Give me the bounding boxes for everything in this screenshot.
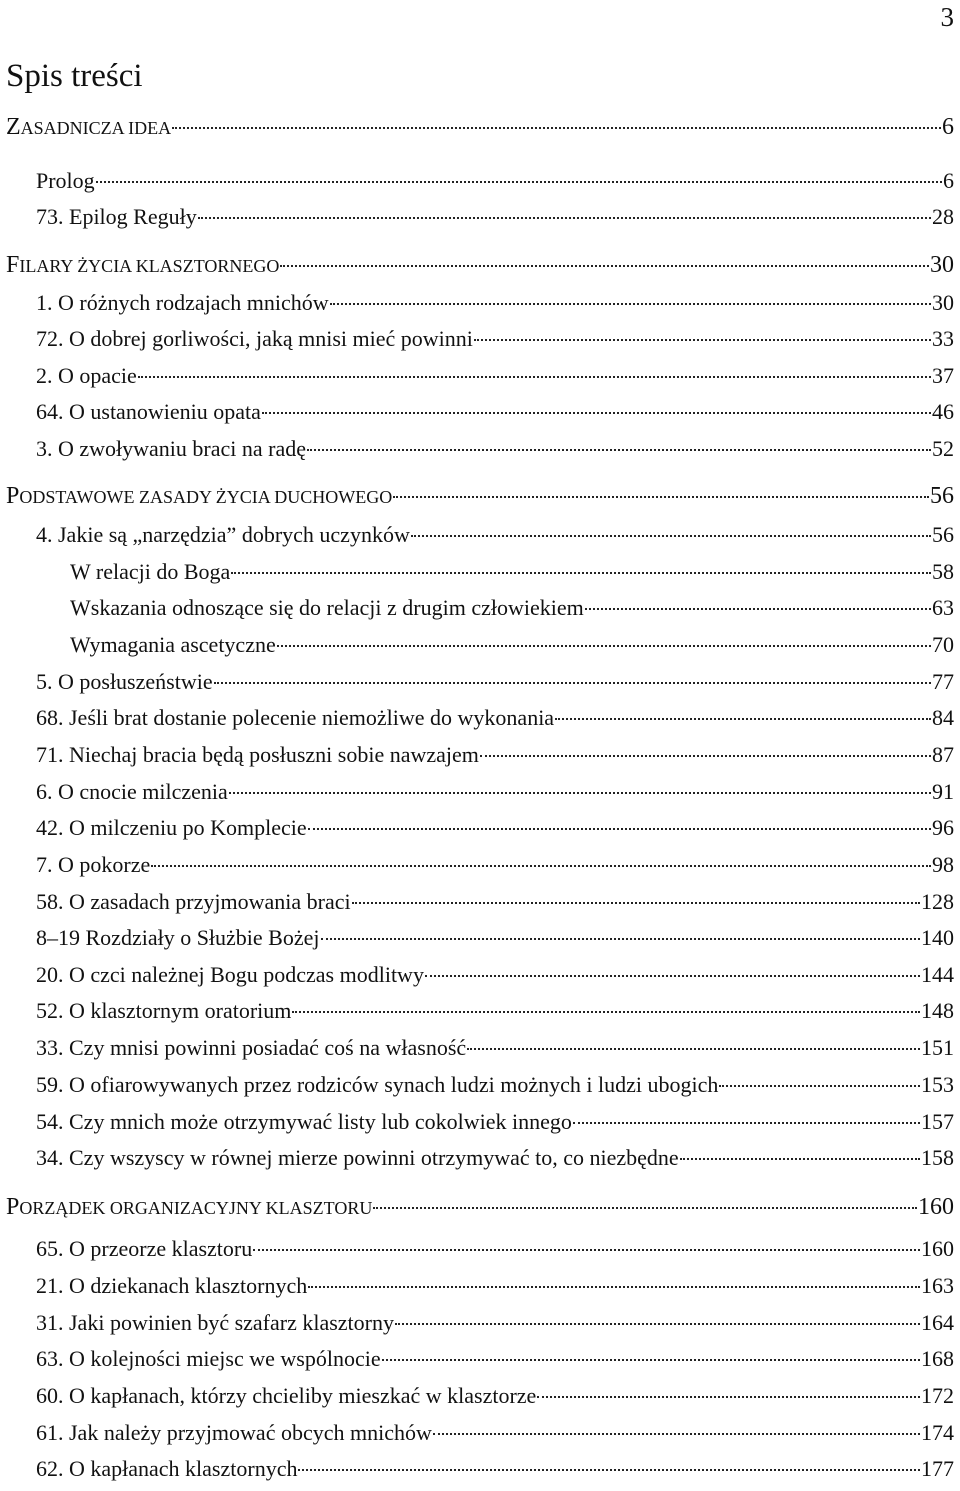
toc-entry-label: 65. O przeorze klasztoru xyxy=(36,1236,253,1261)
toc-entry[interactable] xyxy=(36,436,954,462)
toc-page-number: 140 xyxy=(921,925,954,950)
toc-page-number: 30 xyxy=(932,290,954,315)
toc-entry-label: 73. Epilog Reguły xyxy=(36,204,197,229)
toc-page-number: 37 xyxy=(932,363,954,388)
toc-entry-label: 58. O zasadach przyjmowania braci xyxy=(36,889,351,914)
toc-page-number: 164 xyxy=(921,1310,954,1335)
dot-leader xyxy=(680,1158,920,1160)
toc-entry-label: 62. O kapłanach klasztornych xyxy=(36,1456,298,1481)
toc-entry[interactable] xyxy=(70,595,954,621)
toc-entry-label: 3. O zwoływaniu braci na radę xyxy=(36,436,307,461)
toc-section-entry[interactable] xyxy=(6,483,954,510)
toc-section-initial: P xyxy=(6,1194,20,1220)
dot-leader xyxy=(172,127,941,129)
toc-entry[interactable] xyxy=(36,1109,954,1135)
toc-entry-label xyxy=(6,1194,372,1221)
toc-entry[interactable] xyxy=(36,1273,954,1299)
dot-leader xyxy=(277,645,931,647)
toc-page-number: 56 xyxy=(930,483,954,509)
toc-page-number: 6 xyxy=(943,168,954,193)
toc-entry-label: 21. O dziekanach klasztornych xyxy=(36,1273,308,1298)
dot-leader xyxy=(214,682,931,684)
dot-leader xyxy=(382,1359,920,1361)
dot-leader xyxy=(585,608,931,610)
dot-leader xyxy=(480,755,931,757)
toc-entry[interactable] xyxy=(36,1236,954,1262)
dot-leader xyxy=(151,865,931,867)
dot-leader xyxy=(555,718,931,720)
toc-page-number: 6 xyxy=(942,114,954,140)
dot-leader xyxy=(292,1011,920,1013)
toc-entry[interactable] xyxy=(36,290,954,316)
toc-entry[interactable] xyxy=(36,1383,954,1409)
toc-entry[interactable] xyxy=(36,1035,954,1061)
toc-page-number: 98 xyxy=(932,852,954,877)
toc-entry-label: 52. O klasztornym oratorium xyxy=(36,998,292,1023)
dot-leader xyxy=(433,1433,920,1435)
toc-entry[interactable] xyxy=(36,962,954,988)
toc-entry-label: Wymagania ascetyczne xyxy=(70,632,276,657)
toc-section-initial: F xyxy=(6,252,20,278)
toc-entry[interactable] xyxy=(36,1145,954,1171)
dot-leader xyxy=(253,1249,920,1251)
toc-entry[interactable] xyxy=(36,1310,954,1336)
toc-section-title-rest: ORZĄDEK ORGANIZACYJNY KLASZTORU xyxy=(19,1198,373,1218)
toc-page-number: 172 xyxy=(921,1383,954,1408)
toc-entry[interactable] xyxy=(36,669,954,695)
toc-page-number: 70 xyxy=(932,632,954,657)
dot-leader xyxy=(308,1286,920,1288)
toc-page-number: 58 xyxy=(932,559,954,584)
toc-entry-label: 5. O posłuszeństwie xyxy=(36,669,213,694)
toc-page-number: 77 xyxy=(932,669,954,694)
toc-entry[interactable] xyxy=(70,632,954,658)
toc-page-number: 91 xyxy=(932,779,954,804)
toc-entry-label: 6. O cnocie milczenia xyxy=(36,779,228,804)
toc-entry[interactable] xyxy=(36,742,954,768)
dot-leader xyxy=(330,303,931,305)
toc-entry[interactable] xyxy=(36,168,954,194)
toc-entry-label: W relacji do Boga xyxy=(70,559,231,584)
toc-entry-label xyxy=(6,483,392,510)
toc-page-number: 33 xyxy=(932,326,954,351)
toc-title: Spis treści xyxy=(6,58,143,94)
toc-entry[interactable] xyxy=(36,998,954,1024)
dot-leader xyxy=(198,217,931,219)
toc-page-number: 63 xyxy=(932,595,954,620)
toc-entry-label: 61. Jak należy przyjmować obcych mnichów xyxy=(36,1420,432,1445)
toc-entry-label: 2. O opacie xyxy=(36,363,137,388)
toc-page-number: 153 xyxy=(921,1072,954,1097)
toc-entry[interactable] xyxy=(36,1420,954,1446)
toc-page-number: 177 xyxy=(921,1456,954,1481)
toc-page-number: 52 xyxy=(932,436,954,461)
dot-leader xyxy=(229,792,931,794)
toc-entry-label: 33. Czy mnisi powinni posiadać coś na własność xyxy=(36,1035,467,1060)
dot-leader xyxy=(467,1048,920,1050)
toc-entry[interactable] xyxy=(36,1072,954,1098)
toc-page-number: 96 xyxy=(932,815,954,840)
dot-leader xyxy=(307,449,931,451)
toc-page-number: 56 xyxy=(932,522,954,547)
dot-leader xyxy=(411,535,931,537)
dot-leader xyxy=(393,496,929,498)
toc-entry[interactable] xyxy=(36,1346,954,1372)
toc-entry-label: 60. O kapłanach, którzy chcieliby mieszkać w klasztorze xyxy=(36,1383,537,1408)
dot-leader xyxy=(308,828,931,830)
toc-page-number: 151 xyxy=(921,1035,954,1060)
toc-entry-label: 20. O czci należnej Bogu podczas modlitwy xyxy=(36,962,424,987)
toc-entry-label: 4. Jakie są „narzędzia” dobrych uczynków xyxy=(36,522,410,547)
toc-page-number: 160 xyxy=(921,1236,954,1261)
toc-section-entry[interactable] xyxy=(6,252,954,279)
dot-leader xyxy=(573,1122,920,1124)
toc-page-number: 148 xyxy=(921,998,954,1023)
toc-section-title-rest: ILARY ŻYCIA KLASZTORNEGO xyxy=(19,256,280,276)
dot-leader xyxy=(138,376,931,378)
dot-leader xyxy=(298,1469,920,1471)
toc-section-title-rest: ODSTAWOWE ZASADY ŻYCIA DUCHOWEGO xyxy=(19,487,393,507)
toc-entry[interactable] xyxy=(36,779,954,805)
toc-entry-label: 1. O różnych rodzajach mnichów xyxy=(36,290,329,315)
toc-section-initial: Z xyxy=(6,114,21,140)
toc-page-number: 46 xyxy=(932,399,954,424)
toc-entry-label: 72. O dobrej gorliwości, jaką mnisi mieć powinni xyxy=(36,326,473,351)
toc-entry-label: 7. O pokorze xyxy=(36,852,151,877)
toc-section-initial: P xyxy=(6,483,20,509)
toc-entry-label: 68. Jeśli brat dostanie polecenie niemożliwe do wykonania xyxy=(36,705,555,730)
toc-entry-label: 71. Niechaj bracia będą posłuszni sobie nawzajem xyxy=(36,742,479,767)
toc-page-number: 128 xyxy=(921,889,954,914)
toc-page-number: 168 xyxy=(921,1346,954,1371)
toc-page-number: 28 xyxy=(932,204,954,229)
page-number: 3 xyxy=(940,2,954,32)
toc-page-number: 157 xyxy=(921,1109,954,1134)
toc-entry[interactable] xyxy=(36,326,954,352)
toc-entry-label: 64. O ustanowieniu opata xyxy=(36,399,261,424)
toc-page-number: 84 xyxy=(932,705,954,730)
toc-entry[interactable] xyxy=(36,889,954,915)
toc-entry-label xyxy=(6,252,279,279)
toc-entry-label: 42. O milczeniu po Komplecie xyxy=(36,815,307,840)
toc-entry-label: 8–19 Rozdziały o Służbie Bożej xyxy=(36,925,320,950)
dot-leader xyxy=(231,572,931,574)
toc-page-number: 163 xyxy=(921,1273,954,1298)
dot-leader xyxy=(321,938,921,940)
toc-section-title-rest: ASADNICZA IDEA xyxy=(20,118,172,138)
toc-page-number: 158 xyxy=(921,1145,954,1170)
toc-entry-label: 59. O ofiarowywanych przez rodziców synach ludzi możnych i ludzi ubogich xyxy=(36,1072,719,1097)
dot-leader xyxy=(474,339,931,341)
toc-entry-label: Prolog xyxy=(36,168,95,193)
dot-leader xyxy=(280,265,929,267)
toc-page-number: 174 xyxy=(921,1420,954,1445)
toc-entry[interactable] xyxy=(36,705,954,731)
dot-leader xyxy=(719,1085,920,1087)
dot-leader xyxy=(537,1396,920,1398)
toc-entry[interactable] xyxy=(36,1456,954,1482)
toc-entry[interactable] xyxy=(36,522,954,548)
dot-leader xyxy=(395,1323,920,1325)
toc-entry[interactable] xyxy=(36,363,954,389)
toc-page-number: 30 xyxy=(930,252,954,278)
toc-entry[interactable] xyxy=(36,399,954,425)
toc-page-number: 160 xyxy=(918,1194,954,1220)
dot-leader xyxy=(425,975,920,977)
toc-entry-label xyxy=(6,114,171,141)
toc-entry[interactable] xyxy=(36,852,954,878)
dot-leader xyxy=(262,412,931,414)
toc-entry[interactable] xyxy=(36,925,954,951)
toc-entry-label: 31. Jaki powinien być szafarz klasztorny xyxy=(36,1310,394,1335)
toc-entry[interactable] xyxy=(36,815,954,841)
toc-entry-label: 54. Czy mnich może otrzymywać listy lub cokolwiek innego xyxy=(36,1109,572,1134)
dot-leader xyxy=(373,1207,917,1209)
dot-leader xyxy=(352,902,920,904)
toc-entry[interactable] xyxy=(36,204,954,230)
toc-page-number: 87 xyxy=(932,742,954,767)
toc-entry-label: 63. O kolejności miejsc we wspólnocie xyxy=(36,1346,381,1371)
dot-leader xyxy=(96,181,942,183)
toc-section-entry[interactable] xyxy=(6,114,954,141)
toc-entry-label: 34. Czy wszyscy w równej mierze powinni otrzymywać to, co niezbędne xyxy=(36,1145,679,1170)
toc-section-entry[interactable] xyxy=(6,1194,954,1221)
toc-entry-label: Wskazania odnoszące się do relacji z drugim człowiekiem xyxy=(70,595,584,620)
toc-entry[interactable] xyxy=(70,559,954,585)
toc-page-number: 144 xyxy=(921,962,954,987)
